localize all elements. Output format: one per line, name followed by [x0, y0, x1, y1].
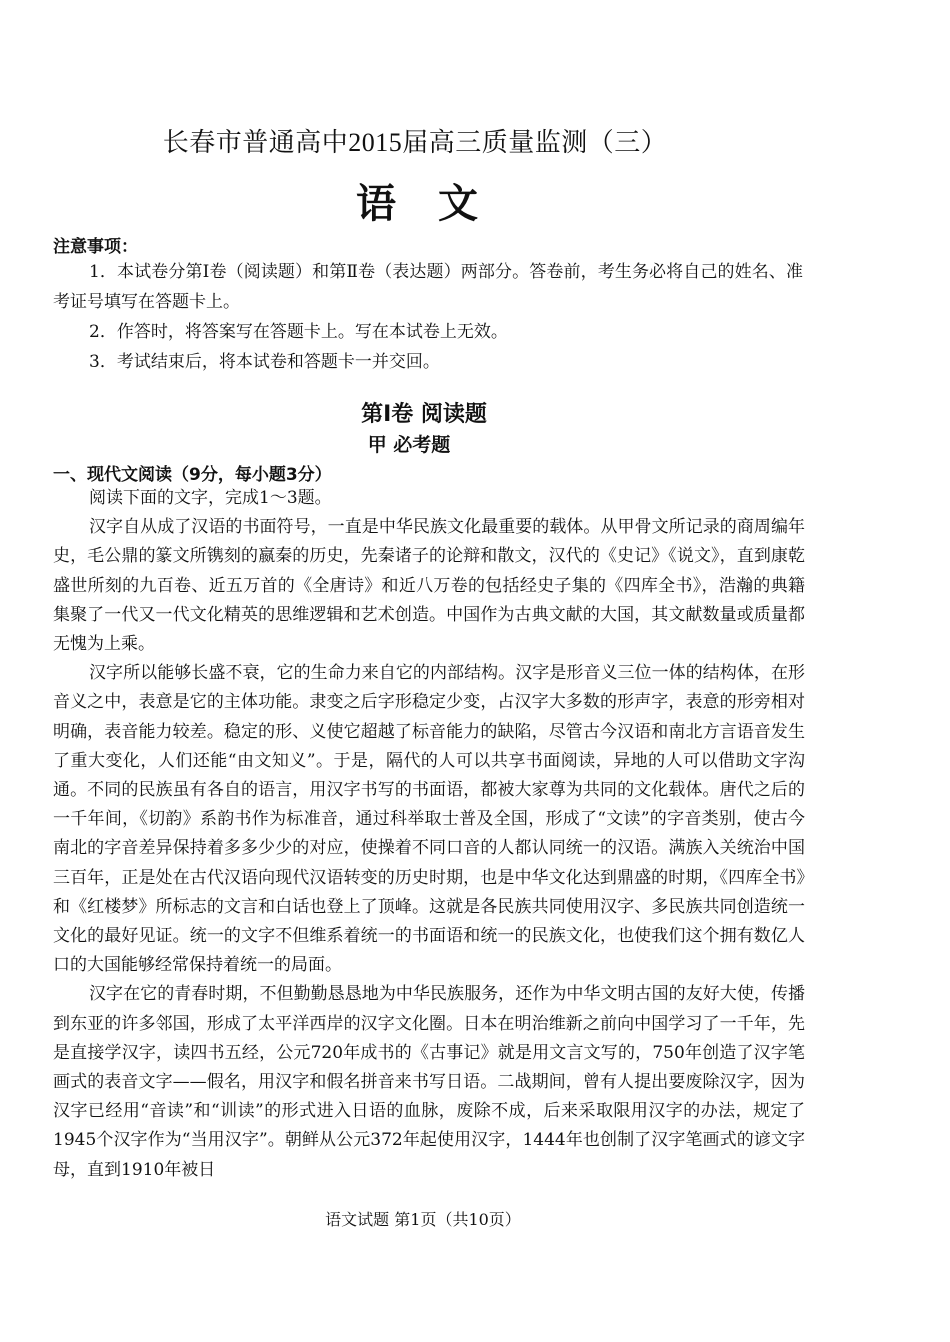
subject-title: 语 文: [356, 180, 492, 227]
section-heading: 一、现代文阅读（9分，每小题3分）: [53, 465, 332, 485]
note-item: 1．本试卷分第Ⅰ卷（阅读题）和第Ⅱ卷（表达题）两部分。答卷前，考生务必将自己的姓名、准考证号填写在答题卡上。: [53, 262, 803, 312]
exam-title: 长春市普通高中2015届高三质量监测（三）: [162, 128, 668, 157]
note-item: 3．考试结束后，将本试卷和答题卡一并交回。: [89, 352, 440, 372]
passage-paragraph: 汉字所以能够长盛不衰，它的生命力来自它的内部结构。汉字是形音义三位一体的结构体，在形音义之中，表意是它的主体功能。隶变之后字形稳定少变，占汉字大多数的形声字，表意的形旁相对明确，表音能力较差。稳定的形、义使它超越了标音能力的缺陷，尽管古今汉语和南北方言语音发生了重大变化，人们还能“由文知义”。于是，隔代的人可以共享书面阅读，异地的人可以借助文字沟通。不同的民族虽有各自的语言，用汉字书写的书面语，都被大家尊为共同的文化载体。唐代之后的一千年间，《切韵》系韵书作为标准音，通过科举取士普及全国，形成了“文读”的字音类别，使古今南北的字音差异保持着多多少少的对应，使操着不同口音的人都认同统一的汉语。满族入关统治中国三百年，正是处在古代汉语向现代汉语转变的历史时期，也是中华文化达到鼎盛的时期，《四库全书》和《红楼梦》所标志的文言和白话也登上了顶峰。这就是各民族共同使用汉字、多民族共同创造统一文化的最好见证。统一的文字不但维系着统一的书面语和统一的民族文化，也使我们这个拥有数亿人口的大国能够经常保持着统一的局面。: [53, 663, 805, 976]
reading-passage: [53, 484, 805, 1185]
notes-heading: 注意事项：: [53, 237, 138, 257]
note-item: 2．作答时，将答案写在答题卡上。写在本试卷上无效。: [89, 322, 508, 342]
instruction-text: 阅读下面的文字，完成1～3题。: [89, 488, 332, 508]
page-footer: 语文试题 第1页（共10页）: [325, 1210, 521, 1229]
notes-list: [53, 257, 803, 377]
passage-paragraph: 汉字在它的青春时期，不但勤勤恳恳地为中华民族服务，还作为中华文明古国的友好大使，传播到东亚的许多邻国，形成了太平洋西岸的汉字文化圈。日本在明治维新之前向中国学习了一千年，先是直接学汉字，读四书五经，公元720年成书的《古事记》就是用文言文写的，750年创造了汉字笔画式的表音文字——假名，用汉字和假名拼音来书写日语。二战期间，曾有人提出要废除汉字，因为汉字已经用“音读”和“训读”的形式进入日语的血脉，废除不成，后来采取限用汉字的办法，规定了1945个汉字作为“当用汉字”。朝鲜从公元372年起使用汉字，1444年也创制了汉字笔画式的谚文字母，直到1910年被日: [53, 984, 805, 1180]
part-subtitle: 甲 必考题: [367, 434, 451, 456]
part-title: 第Ⅰ卷 阅读题: [361, 402, 487, 427]
passage-paragraph: 汉字自从成了汉语的书面符号，一直是中华民族文化最重要的载体。从甲骨文所记录的商周编年史，毛公鼎的篆文所镌刻的嬴秦的历史，先秦诸子的论辩和散文，汉代的《史记》《说文》，直到康乾盛世所刻的九百卷、近五万首的《全唐诗》和近八万卷的包括经史子集的《四库全书》，浩瀚的典籍集聚了一代又一代文化精英的思维逻辑和艺术创造。中国作为古典文献的大国，其文献数量或质量都无愧为上乘。: [53, 517, 805, 655]
